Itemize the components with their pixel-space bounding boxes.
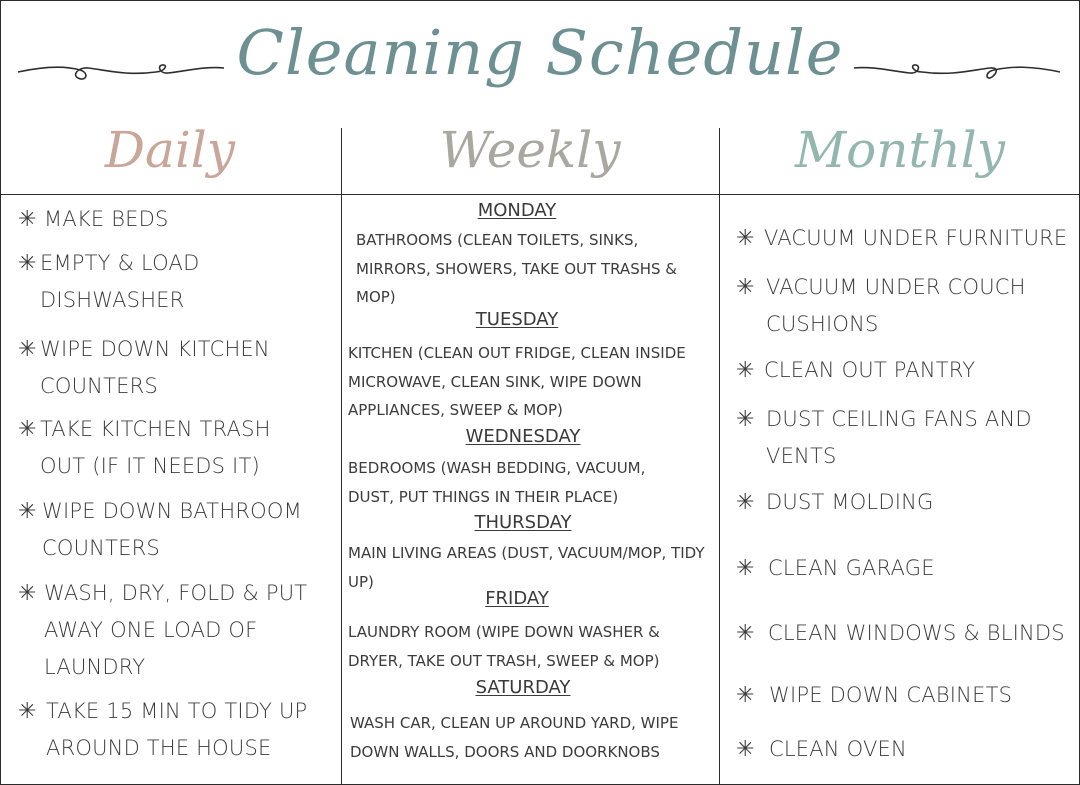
weekly-task: WASH CAR, CLEAN UP AROUND YARD, WIPE DOWN WALLS, DOORS AND DOORKNOBS bbox=[350, 714, 679, 761]
daily-task: ✳ MAKE BEDS bbox=[18, 201, 338, 238]
column-header-daily: Daily bbox=[104, 121, 236, 179]
monthly-task: ✳ WIPE DOWN CABINETS bbox=[736, 677, 1066, 714]
asterisk-icon: ✳ bbox=[18, 417, 37, 442]
asterisk-icon: ✳ bbox=[736, 556, 755, 581]
monthly-task: ✳ VACUUM UNDER FURNITURE bbox=[736, 220, 1080, 257]
page-title: Cleaning Schedule bbox=[236, 16, 844, 89]
column-divider bbox=[719, 128, 720, 785]
weekly-task: LAUNDRY ROOM (WIPE DOWN WASHER & DRYER, TAKE OUT TRASH, SWEEP & MOP) bbox=[348, 623, 660, 670]
daily-task: ✳ WIPE DOWN KITCHEN COUNTERS bbox=[18, 331, 308, 405]
asterisk-icon: ✳ bbox=[736, 358, 755, 383]
column-divider bbox=[341, 128, 342, 785]
asterisk-icon: ✳ bbox=[18, 699, 37, 724]
weekday-heading: TUESDAY bbox=[475, 309, 559, 330]
header-divider bbox=[0, 194, 1080, 195]
asterisk-icon: ✳ bbox=[18, 207, 37, 232]
daily-task: ✳ EMPTY & LOAD DISHWASHER bbox=[18, 245, 218, 319]
asterisk-icon: ✳ bbox=[18, 499, 37, 524]
monthly-task: ✳ DUST CEILING FANS AND VENTS bbox=[736, 401, 1066, 475]
monthly-task: ✳ CLEAN OVEN bbox=[736, 731, 1066, 768]
flourish-right-icon bbox=[852, 56, 1062, 86]
asterisk-icon: ✳ bbox=[18, 581, 37, 606]
column-header-monthly: Monthly bbox=[794, 121, 1006, 179]
monthly-task: ✳ DUST MOLDING bbox=[736, 484, 1066, 521]
monthly-task: ✳ CLEAN GARAGE bbox=[736, 550, 1066, 587]
column-header-weekly: Weekly bbox=[439, 121, 621, 179]
daily-task: ✳ WIPE DOWN BATHROOM COUNTERS bbox=[18, 493, 338, 567]
weekday-heading: WEDNESDAY bbox=[465, 426, 581, 447]
daily-task: ✳ TAKE 15 MIN TO TIDY UP AROUND THE HOUSE bbox=[18, 693, 336, 767]
asterisk-icon: ✳ bbox=[736, 490, 755, 515]
asterisk-icon: ✳ bbox=[736, 737, 755, 762]
monthly-task: ✳ CLEAN OUT PANTRY bbox=[736, 352, 1066, 389]
daily-task: ✳ WASH, DRY, FOLD & PUT AWAY ONE LOAD OF LAUNDRY bbox=[18, 575, 336, 686]
asterisk-icon: ✳ bbox=[18, 251, 37, 276]
weekly-task: KITCHEN (CLEAN OUT FRIDGE, CLEAN INSIDE MICROWAVE, CLEAN SINK, WIPE DOWN APPLIANCES, SWEEP & MOP) bbox=[348, 344, 686, 419]
asterisk-icon: ✳ bbox=[736, 683, 755, 708]
weekly-task: MAIN LIVING AREAS (DUST, VACUUM/MOP, TIDY UP) bbox=[348, 544, 705, 591]
monthly-task: ✳ CLEAN WINDOWS & BLINDS bbox=[736, 615, 1080, 652]
weekly-task: BEDROOMS (WASH BEDDING, VACUUM, DUST, PUT THINGS IN THEIR PLACE) bbox=[348, 459, 646, 506]
asterisk-icon: ✳ bbox=[736, 226, 755, 251]
weekday-heading: SATURDAY bbox=[475, 677, 571, 698]
asterisk-icon: ✳ bbox=[736, 407, 755, 432]
weekly-task: BATHROOMS (CLEAN TOILETS, SINKS, MIRRORS, SHOWERS, TAKE OUT TRASHS & MOP) bbox=[356, 231, 677, 306]
daily-task: ✳ TAKE KITCHEN TRASH OUT (IF IT NEEDS IT) bbox=[18, 411, 298, 485]
weekday-heading: MONDAY bbox=[477, 200, 557, 221]
asterisk-icon: ✳ bbox=[18, 337, 37, 362]
weekday-heading: THURSDAY bbox=[474, 512, 572, 533]
asterisk-icon: ✳ bbox=[736, 621, 755, 646]
weekday-heading: FRIDAY bbox=[485, 588, 549, 609]
monthly-task: ✳ VACUUM UNDER COUCH CUSHIONS bbox=[736, 269, 1066, 343]
asterisk-icon: ✳ bbox=[736, 275, 755, 300]
